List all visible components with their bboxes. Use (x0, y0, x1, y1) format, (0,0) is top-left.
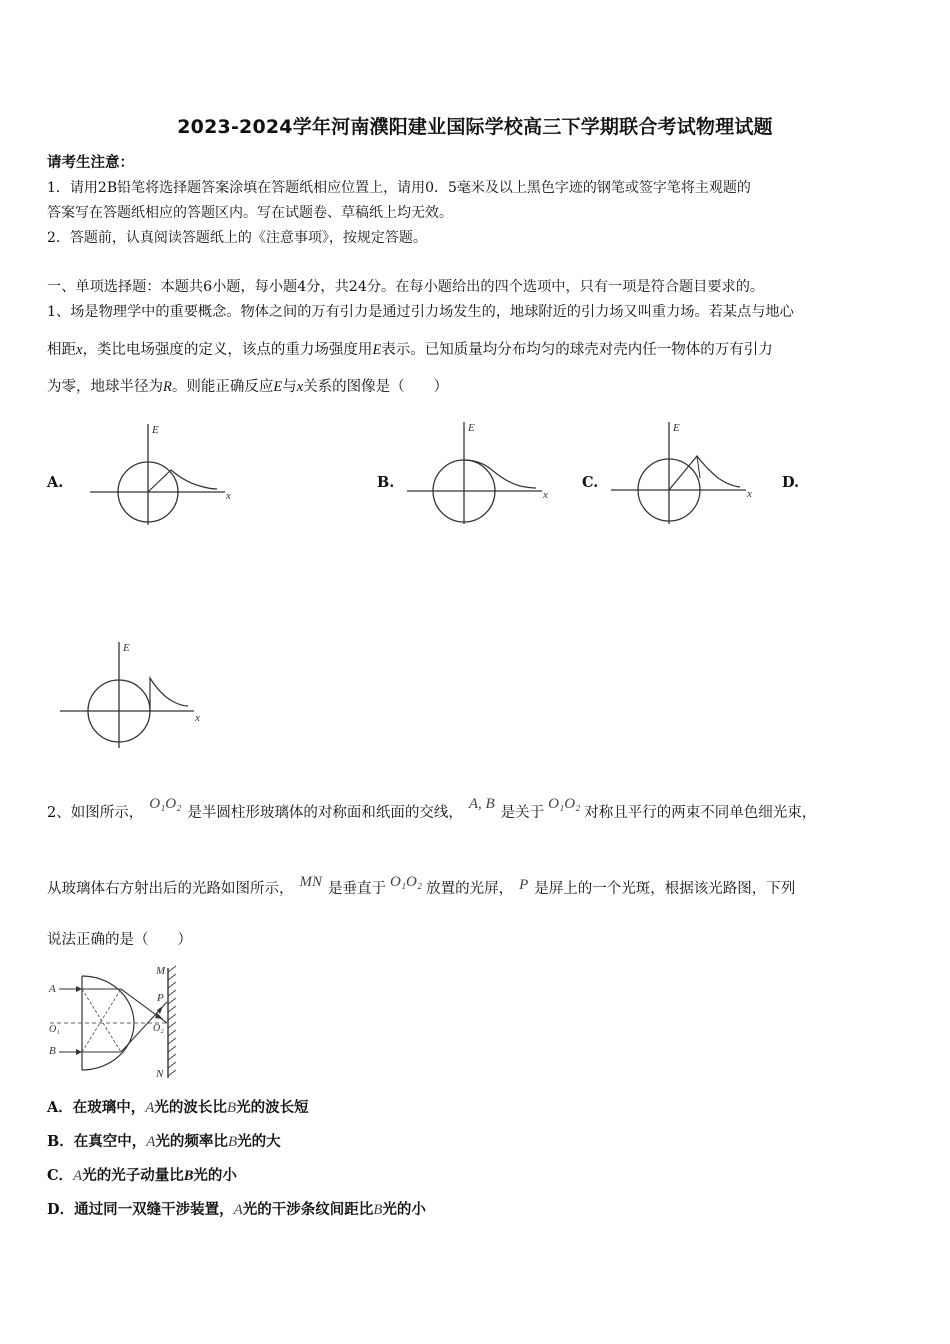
q1-text: 表示。已知质量均分布均匀的球壳对壳内任一物体的万有引力 (381, 342, 773, 358)
q1-text: ，类比电场强度的定义，该点的重力场强度用 (82, 342, 373, 358)
q1-line1: 1、场是物理学中的重要概念。物体之间的万有引力是通过引力场发生的，地球附近的引力场又叫重力场。若某点与地心 (47, 304, 794, 320)
q1-option-c-label[interactable]: C. (582, 474, 599, 491)
page-title: 2023-2024学年河南濮阳建业国际学校高三下学期联合考试物理试题 (177, 116, 773, 138)
option-text: 光的波长短 (236, 1099, 309, 1116)
var-o1o2: O₁O₂ (149, 796, 182, 812)
q2-line2 (47, 874, 796, 899)
option-text: 光的干涉条纹间距比 (242, 1201, 374, 1218)
notice-item1-line2: 答案写在答题纸相应的答题区内。写在试题卷、草稿纸上均无效。 (47, 205, 453, 221)
q1-option-b-label[interactable]: B. (377, 474, 395, 491)
option-text: 光的光子动量比 (82, 1167, 184, 1184)
var-b: B (183, 1168, 194, 1184)
q2-text: 放置的光屏， (426, 881, 514, 897)
q1-line3 (47, 377, 448, 397)
label-b: B (49, 1045, 56, 1057)
q2-text: 是半圆柱形玻璃体的对称面和纸面的交线， (187, 805, 463, 821)
axis-label-e: E (152, 424, 159, 436)
label-a: A (49, 983, 56, 995)
notice-item2: 2．答题前，认真阅读答题纸上的《注意事项》，按规定答题。 (47, 230, 427, 246)
q2-text: 是垂直于 (328, 881, 386, 897)
label-m: M (156, 965, 166, 977)
var-R: R (163, 379, 172, 395)
q2-line3: 说法正确的是（ ） (47, 932, 192, 948)
q1-text: 与 (282, 379, 297, 395)
q1-graph-c (606, 418, 756, 528)
var-mn: MN (299, 874, 322, 890)
option-text: 光的大 (237, 1133, 281, 1150)
axis-label-x: x (543, 489, 548, 501)
q1-line2 (47, 340, 773, 360)
q2-line1 (47, 796, 817, 823)
q1-option-a-label[interactable]: A. (47, 474, 64, 491)
q1-text: 为零，地球半径为 (47, 379, 163, 395)
option-text: D．通过同一双缝干涉装置， (47, 1201, 234, 1218)
var-x: x (296, 379, 304, 395)
label-o2: O₂ (153, 1023, 164, 1034)
var-b: B (226, 1100, 237, 1116)
axis-label-x: x (226, 490, 231, 502)
axis-label-e: E (123, 642, 130, 654)
var-ab: A, B (468, 796, 495, 812)
option-text: A．在玻璃中， (47, 1099, 146, 1116)
section-heading: 一、单项选择题：本题共6小题，每小题4分，共24分。在每小题给出的四个选项中，只有一项是符合题目要求的。 (47, 279, 765, 295)
q2-text: 是关于 (500, 805, 545, 821)
var-o1o2: O₁O₂ (548, 796, 581, 812)
q1-graph-d (56, 638, 206, 753)
q2-text: 对称且平行的两束不同单色细光束， (584, 805, 817, 821)
option-text: 光的小 (193, 1167, 237, 1184)
q1-text: 关系的图像是（ ） (303, 379, 449, 395)
label-n: N (156, 1068, 164, 1080)
option-text: B．在真空中， (47, 1133, 147, 1150)
q2-option-d[interactable] (47, 1200, 426, 1220)
option-text: 光的波长比 (154, 1099, 227, 1116)
var-E: E (273, 379, 283, 395)
var-E: E (372, 342, 382, 358)
q2-text: 是屏上的一个光斑，根据该光路图，下列 (534, 881, 796, 897)
q1-option-d-label[interactable]: D. (782, 474, 800, 491)
option-text: C． (47, 1167, 74, 1184)
axis-label-x: x (195, 712, 200, 724)
q2-optics-figure (45, 960, 195, 1085)
var-b: B (227, 1134, 238, 1150)
option-text: 光的小 (382, 1201, 426, 1218)
q2-text: 从玻璃体右方射出后的光路如图所示， (47, 881, 294, 897)
var-b: B (373, 1202, 383, 1218)
q2-option-a[interactable] (47, 1098, 309, 1118)
q1-graph-a (85, 420, 235, 530)
q1-text: 相距 (47, 342, 76, 358)
notice-heading: 请考生注意： (47, 154, 134, 171)
var-a: A (73, 1168, 83, 1184)
var-o1o2: O₁O₂ (390, 874, 423, 890)
var-a: A (145, 1100, 155, 1116)
option-text: 光的频率比 (155, 1133, 228, 1150)
q2-option-b[interactable] (47, 1132, 281, 1152)
axis-label-x: x (747, 488, 752, 500)
var-a: A (233, 1202, 243, 1218)
var-a: A (146, 1134, 156, 1150)
var-x: x (76, 342, 83, 358)
label-o1: O₁ (49, 1024, 60, 1035)
notice-item1-line1: 1．请用2B铅笔将选择题答案涂填在答题纸相应位置上，请用0．5毫米及以上黑色字迹的钢笔或签字笔将主观题的 (47, 180, 751, 196)
axis-label-e: E (673, 422, 680, 434)
q2-option-c[interactable] (47, 1166, 237, 1186)
q1-text: 。则能正确反应 (171, 379, 274, 395)
var-p: P (519, 877, 529, 893)
q1-graph-b (402, 418, 552, 528)
label-p: P (157, 992, 164, 1004)
axis-label-e: E (468, 422, 475, 434)
q2-text: 2、如图所示， (47, 805, 144, 821)
